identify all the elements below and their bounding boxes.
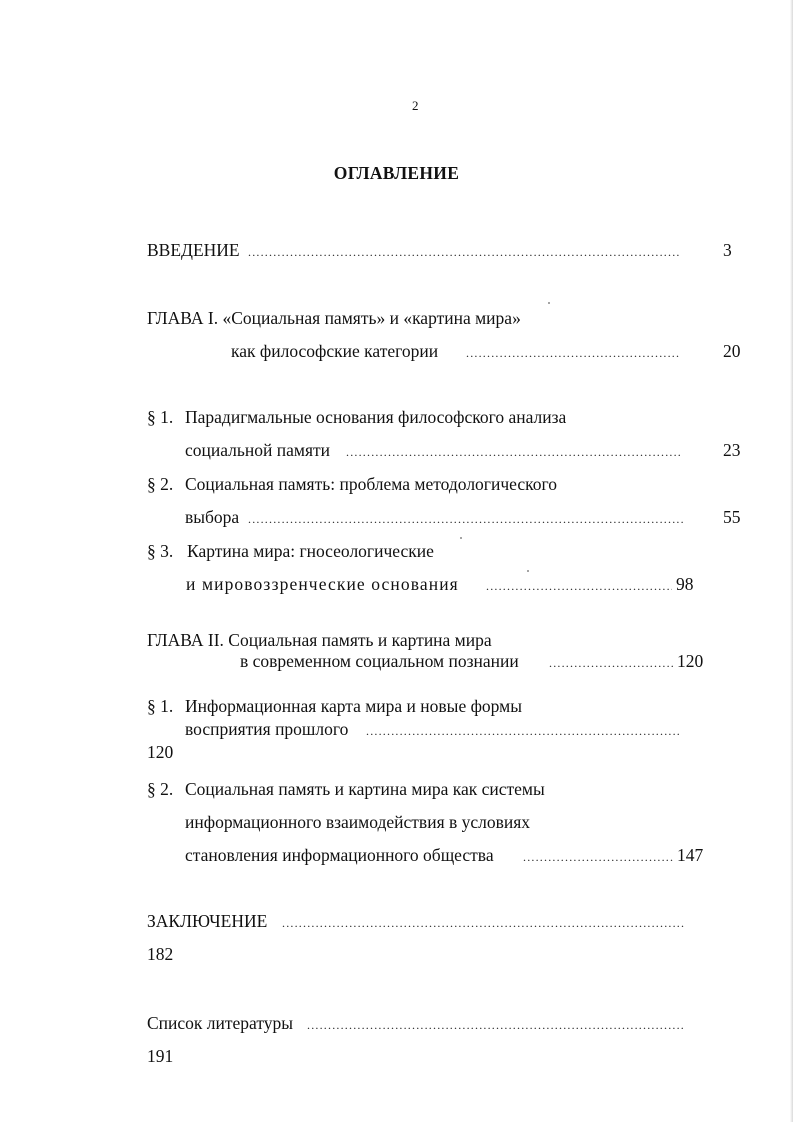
toc-entry-title: Социальная память: проблема методологического [185, 474, 557, 494]
scan-speck [548, 302, 550, 304]
dot-leader [366, 721, 680, 741]
dot-leader [282, 913, 684, 933]
toc-entry-title: ГЛАВА I. «Социальная память» и «картина мира» [147, 308, 521, 328]
toc-entry-title-cont: становления информационного общества [185, 845, 494, 865]
toc-entry-title-cont: выбора [185, 507, 240, 527]
toc-entry-page: 98 [676, 574, 694, 594]
section-marker: § 2. [147, 779, 174, 799]
toc-entry-page: 120 [147, 742, 174, 762]
toc-entry-title: Список литературы [147, 1013, 294, 1033]
toc-entry-title: Картина мира: гносеологические [187, 541, 434, 561]
toc-entry-title: Социальная память и картина мира как системы [185, 779, 545, 799]
dot-leader [466, 343, 680, 363]
dot-leader [248, 242, 680, 262]
toc-entry-page: 20 [723, 341, 741, 361]
toc-entry-page: 182 [147, 944, 174, 964]
dot-leader [248, 509, 685, 529]
toc-entry-title-cont: как философские категории [231, 341, 439, 361]
toc-entry-title: ВВЕДЕНИЕ [147, 240, 240, 260]
section-marker: § 1. [147, 407, 174, 427]
toc-entry-title-cont: в современном социальном познании [240, 651, 519, 671]
toc-entry-page: 147 [677, 845, 704, 865]
section-marker: § 3. [147, 541, 174, 561]
dot-leader [549, 653, 674, 673]
section-marker: § 1. [147, 696, 174, 716]
toc-entry-page: 3 [723, 240, 732, 260]
toc-entry-title: Парадигмальные основания философского анализа [185, 407, 567, 427]
section-marker: § 2. [147, 474, 174, 494]
toc-entry-page: 55 [723, 507, 741, 527]
dot-leader [346, 442, 680, 462]
toc-entry-title-cont: и мировоззренческие основания [186, 574, 459, 594]
dot-leader [307, 1015, 685, 1035]
scan-speck [460, 537, 462, 539]
toc-entry-title-cont: информационного взаимодействия в условиях [185, 812, 531, 832]
page-number: 2 [412, 98, 419, 113]
scan-speck [527, 570, 529, 572]
toc-entry-title-cont: социальной памяти [185, 440, 331, 460]
toc-entry-title: Информационная карта мира и новые формы [185, 696, 522, 716]
toc-entry-page: 23 [723, 440, 741, 460]
toc-entry-title-cont: восприятия прошлого [185, 719, 349, 739]
toc-entry-title: ГЛАВА II. Социальная память и картина мира [147, 630, 492, 650]
dot-leader [523, 847, 674, 867]
toc-entry-title: ЗАКЛЮЧЕНИЕ [147, 911, 268, 931]
toc-entry-page: 120 [677, 651, 704, 671]
dot-leader [486, 576, 672, 596]
toc-entry-page: 191 [147, 1046, 174, 1066]
toc-heading: ОГЛАВЛЕНИЕ [333, 163, 460, 183]
